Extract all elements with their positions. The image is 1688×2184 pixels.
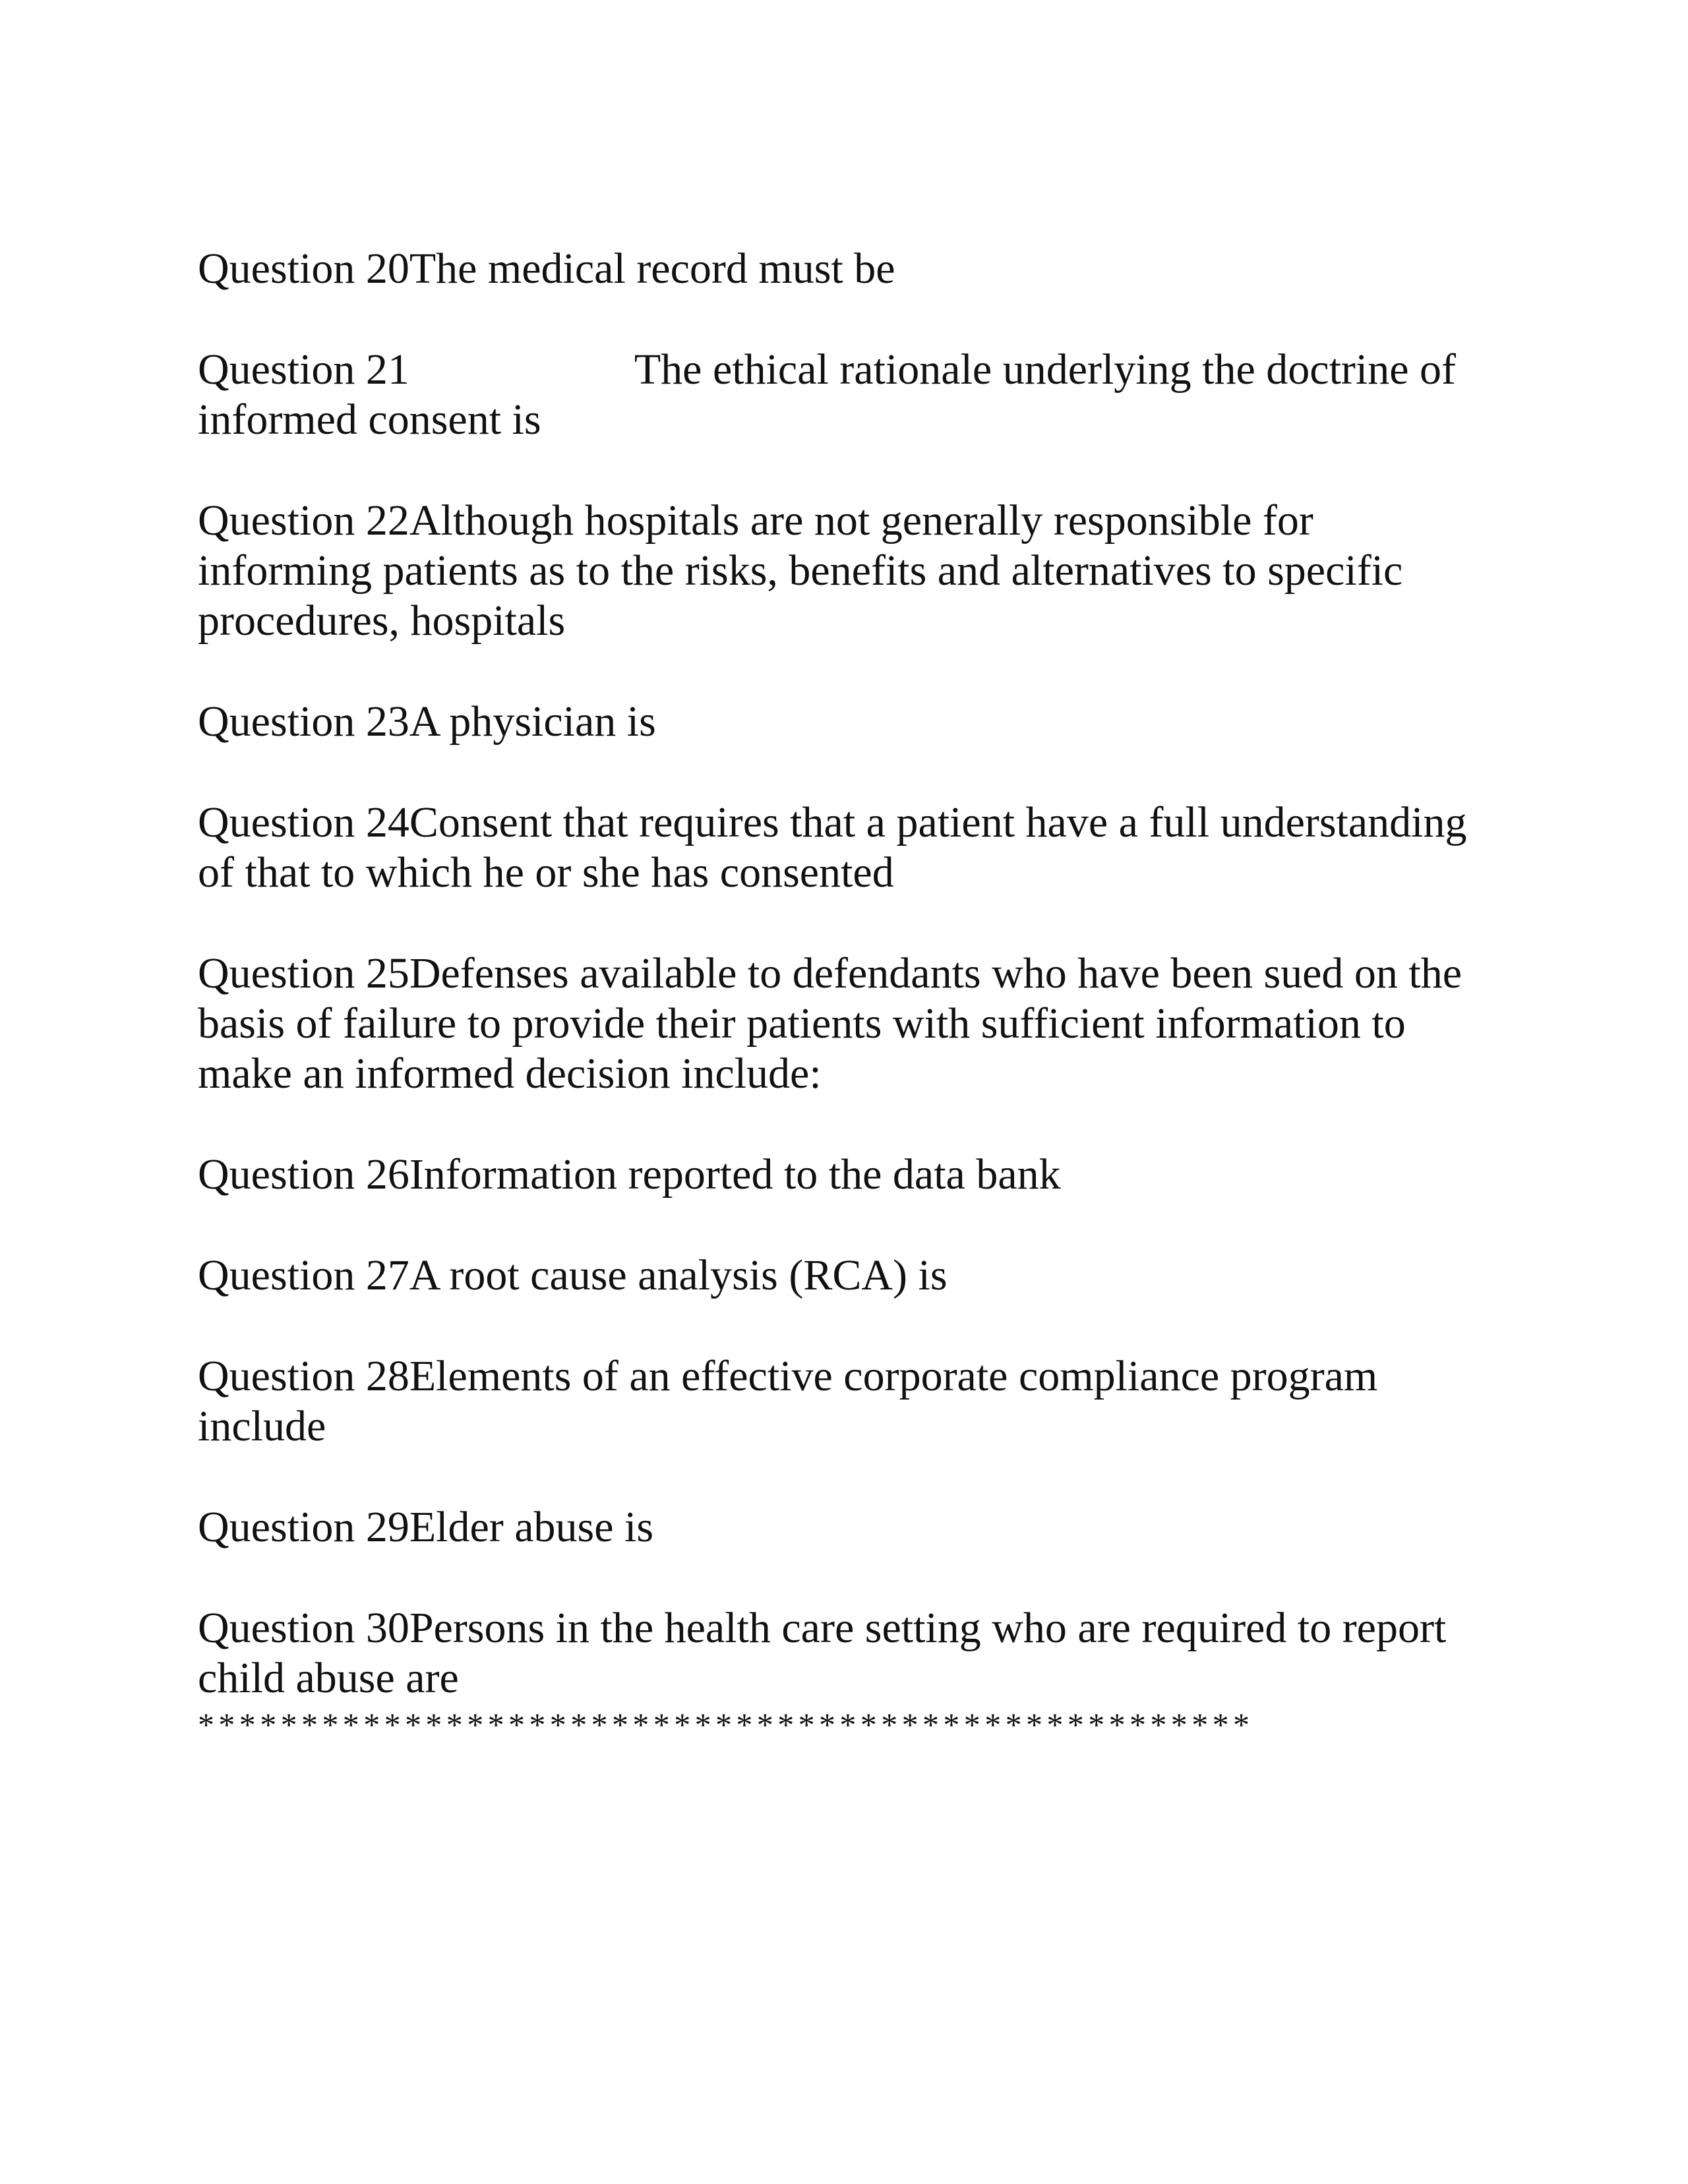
question-21-line-2: informed consent is [198, 396, 541, 444]
question-29 [198, 1502, 1490, 1552]
question-30-line-2: child abuse are [198, 1654, 459, 1702]
question-28-line-2: include [198, 1402, 326, 1450]
question-21 [198, 345, 1490, 445]
question-22 [198, 496, 1490, 646]
question-20 [198, 244, 1490, 294]
question-23-line-1: Question 23A physician is [198, 697, 656, 746]
question-24 [198, 798, 1490, 898]
question-25-line-3: make an informed decision include: [198, 1049, 822, 1098]
question-22-line-1: Question 22Although hospitals are not generally responsible for [198, 496, 1313, 545]
question-22-line-2: informing patients as to the risks, benefits and alternatives to specific [198, 546, 1403, 595]
question-22-line-3: procedures, hospitals [198, 597, 566, 645]
question-30 [198, 1603, 1490, 1703]
question-27 [198, 1251, 1490, 1301]
question-26 [198, 1150, 1490, 1200]
question-21-label: Question 21 [198, 345, 409, 394]
question-24-line-2: of that to which he or she has consented [198, 848, 894, 897]
question-27-line-1: Question 27A root cause analysis (RCA) is [198, 1251, 948, 1299]
question-25-line-1: Question 25Defenses available to defendants who have been sued on the [198, 949, 1462, 997]
question-20-line-1: Question 20The medical record must be [198, 245, 895, 293]
question-30-line-1: Question 30Persons in the health care setting who are required to report [198, 1604, 1447, 1652]
question-25-line-2: basis of failure to provide their patients with sufficient information to [198, 999, 1406, 1048]
question-26-line-1: Question 26Information reported to the data bank [198, 1150, 1061, 1198]
question-28 [198, 1351, 1490, 1452]
question-29-line-1: Question 29Elder abuse is [198, 1503, 654, 1551]
question-24-line-1: Question 24Consent that requires that a patient have a full understanding [198, 798, 1467, 846]
question-21-text: The ethical rationale underlying the doctrine of [634, 345, 1456, 394]
question-28-line-1: Question 28Elements of an effective corporate compliance program [198, 1352, 1378, 1400]
question-21-first-line [198, 345, 1490, 395]
question-list [198, 244, 1490, 1744]
question-25 [198, 949, 1490, 1099]
question-23 [198, 697, 1490, 747]
asterisk-separator: *************************************************** [198, 1706, 1254, 1743]
